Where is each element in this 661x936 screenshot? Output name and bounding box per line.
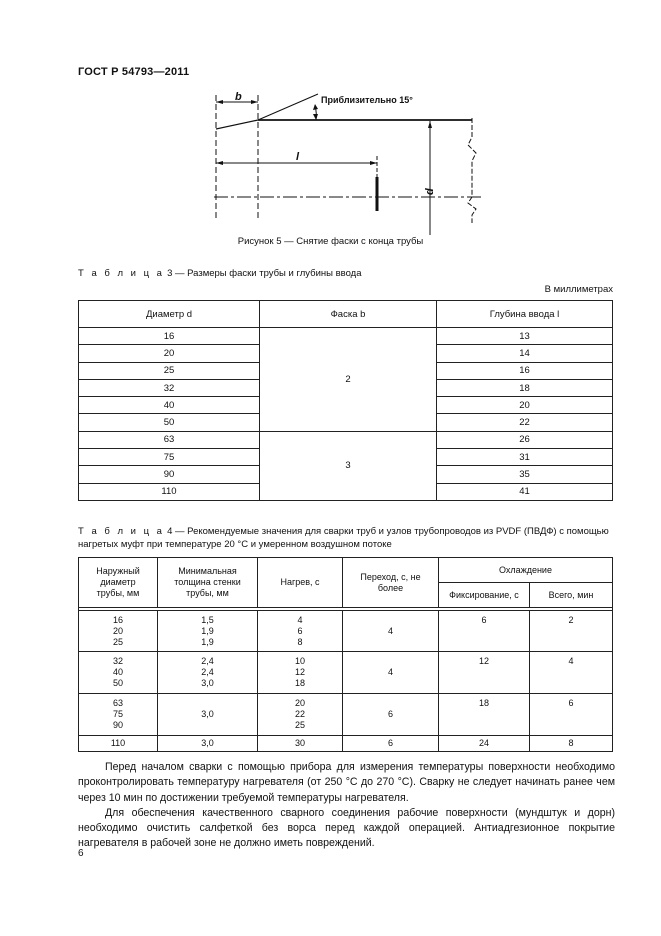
t3-diameter: 20 — [79, 345, 260, 362]
table3-title-text: 3 — Размеры фаски трубы и глубины ввода — [167, 268, 362, 279]
t3-diameter: 90 — [79, 466, 260, 483]
cell-line: 3,0 — [201, 678, 214, 689]
t3-depth: 31 — [437, 449, 613, 466]
t4-header-cooling: Охлаждение — [439, 558, 613, 583]
fig-label-b: b — [235, 91, 242, 103]
t3-header-chamfer: Фаска b — [260, 301, 437, 328]
t3-diameter: 16 — [79, 328, 260, 345]
cell-line: 32 — [112, 655, 123, 666]
cell-line: 20 — [112, 626, 123, 637]
header-line: Минимальная — [178, 566, 237, 576]
table-row — [79, 431, 613, 448]
t4-total: 4 — [530, 651, 613, 693]
cell-line: 16 — [112, 615, 123, 625]
cell-line: 25 — [112, 637, 123, 648]
cell-line: 2,4 — [201, 655, 214, 666]
t4-thickness: 3,0 — [158, 693, 258, 735]
t4-total: 8 — [530, 735, 613, 751]
t3-depth: 41 — [437, 483, 613, 500]
t3-diameter: 63 — [79, 431, 260, 448]
cell-line: 25 — [294, 720, 305, 731]
t3-depth: 35 — [437, 466, 613, 483]
header-line: более — [377, 582, 404, 593]
table4-title-line2: нагретых муфт при температуре 20 °С и умеренном воздушном потоке — [78, 539, 392, 550]
t4-header-thickness — [158, 558, 258, 608]
cell-line: 1,5 — [201, 615, 214, 625]
t4-header-total: Всего, мин — [530, 583, 613, 608]
t4-total: 6 — [530, 693, 613, 735]
cell-line: 8 — [297, 637, 303, 648]
t4-header-diameter — [79, 558, 158, 608]
t4-header-heating: Нагрев, с — [258, 558, 343, 608]
paragraph: Для обеспечения качественного сварного соединения рабочие поверхности (мундштук и дорн) необходимо очистить салфеткой без ворса перед каждой операцией. Антиадгезионное покрытие нагревателя в рабочей зоне не должно иметь повреждений. — [78, 806, 615, 850]
table3-prefix: Т а б л и ц а — [78, 268, 165, 279]
table-row — [79, 611, 613, 652]
header-line: трубы, мм — [186, 588, 229, 598]
t4-thickness — [158, 611, 258, 652]
figure-caption: Рисунок 5 — Снятие фаски с конца трубы — [237, 236, 424, 247]
t3-depth: 26 — [437, 431, 613, 448]
t4-header-transition — [343, 558, 439, 608]
t4-transition: 6 — [343, 693, 439, 735]
table4-title-line1: 4 — Рекомендуемые значения для сварки труб и узлов трубопроводов из PVDF (ПВДФ) с помощью — [167, 526, 609, 537]
t4-diameters: 110 — [79, 735, 158, 751]
t3-depth: 20 — [437, 397, 613, 414]
t4-diameters — [79, 651, 158, 693]
table3 — [78, 300, 613, 501]
t3-diameter: 75 — [79, 449, 260, 466]
cell-line: 90 — [112, 720, 123, 731]
table4 — [78, 557, 613, 752]
t3-diameter: 110 — [79, 483, 260, 500]
t4-total: 2 — [530, 611, 613, 652]
t4-transition: 6 — [343, 735, 439, 751]
cell-line: 50 — [112, 678, 123, 689]
table4-title — [78, 525, 615, 551]
t3-diameter: 40 — [79, 397, 260, 414]
t4-heating — [258, 651, 343, 693]
t4-fixing: 12 — [439, 651, 530, 693]
cell-line: 20 — [294, 697, 305, 708]
t4-transition: 4 — [343, 611, 439, 652]
cell-line: 6 — [297, 626, 303, 637]
cell-line: 40 — [112, 666, 123, 677]
table3-units: В миллиметрах — [544, 284, 613, 295]
t4-fixing: 18 — [439, 693, 530, 735]
header-line: толщина стенки — [174, 577, 241, 587]
t4-diameters — [79, 693, 158, 735]
table-row — [79, 735, 613, 751]
t4-heating — [258, 611, 343, 652]
header-line: Переход, с, не — [360, 571, 421, 582]
t4-fixing: 6 — [439, 611, 530, 652]
t4-heating: 30 — [258, 735, 343, 751]
body-text — [78, 760, 615, 852]
table-row — [79, 693, 613, 735]
fig-label-d: d — [424, 188, 436, 195]
header-line: трубы, мм — [96, 588, 140, 598]
cell-line: 4 — [297, 615, 303, 625]
figure-chamfer-diagram — [200, 85, 490, 235]
t3-diameter: 50 — [79, 414, 260, 431]
t3-chamfer: 3 — [260, 431, 437, 500]
t3-diameter: 32 — [79, 379, 260, 396]
t3-depth: 14 — [437, 345, 613, 362]
cell-line: 1,9 — [201, 626, 214, 637]
page-number: 6 — [78, 848, 84, 859]
cell-line: 12 — [294, 666, 305, 677]
table4-prefix: Т а б л и ц а — [78, 526, 165, 537]
t3-depth: 16 — [437, 362, 613, 379]
cell-line: 10 — [294, 655, 305, 666]
cell-line: 22 — [294, 708, 305, 719]
header-line: Наружный диаметр — [96, 566, 140, 587]
t4-transition: 4 — [343, 651, 439, 693]
t3-diameter: 25 — [79, 362, 260, 379]
t3-header-depth: Глубина ввода l — [437, 301, 613, 328]
t4-header-fixing: Фиксирование, с — [439, 583, 530, 608]
t4-diameters — [79, 611, 158, 652]
t3-depth: 22 — [437, 414, 613, 431]
cell-line: 18 — [294, 678, 305, 689]
t4-heating — [258, 693, 343, 735]
cell-line: 75 — [112, 708, 123, 719]
table3-title — [78, 268, 361, 279]
t4-fixing: 24 — [439, 735, 530, 751]
t3-header-diameter: Диаметр d — [79, 301, 260, 328]
cell-line: 2,4 — [201, 666, 214, 677]
cell-line: 63 — [112, 697, 123, 708]
fig-label-l: l — [296, 151, 300, 163]
t4-thickness — [158, 651, 258, 693]
table-row — [79, 651, 613, 693]
table-row — [79, 328, 613, 345]
cell-line: 1,9 — [201, 637, 214, 648]
t3-depth: 18 — [437, 379, 613, 396]
document-header: ГОСТ Р 54793—2011 — [78, 66, 190, 78]
fig-label-angle: Приблизительно 15° — [321, 95, 413, 105]
t4-thickness: 3,0 — [158, 735, 258, 751]
paragraph: Перед началом сварки с помощью прибора для измерения температуры поверхности необходимо проконтролировать температуру нагревателя (от 250 °С до 270 °С). Сварку не следует начинать ранее чем через 10 мин по достижении требуемой температуры нагревателя. — [78, 761, 615, 804]
t3-chamfer: 2 — [260, 328, 437, 432]
t3-depth: 13 — [437, 328, 613, 345]
